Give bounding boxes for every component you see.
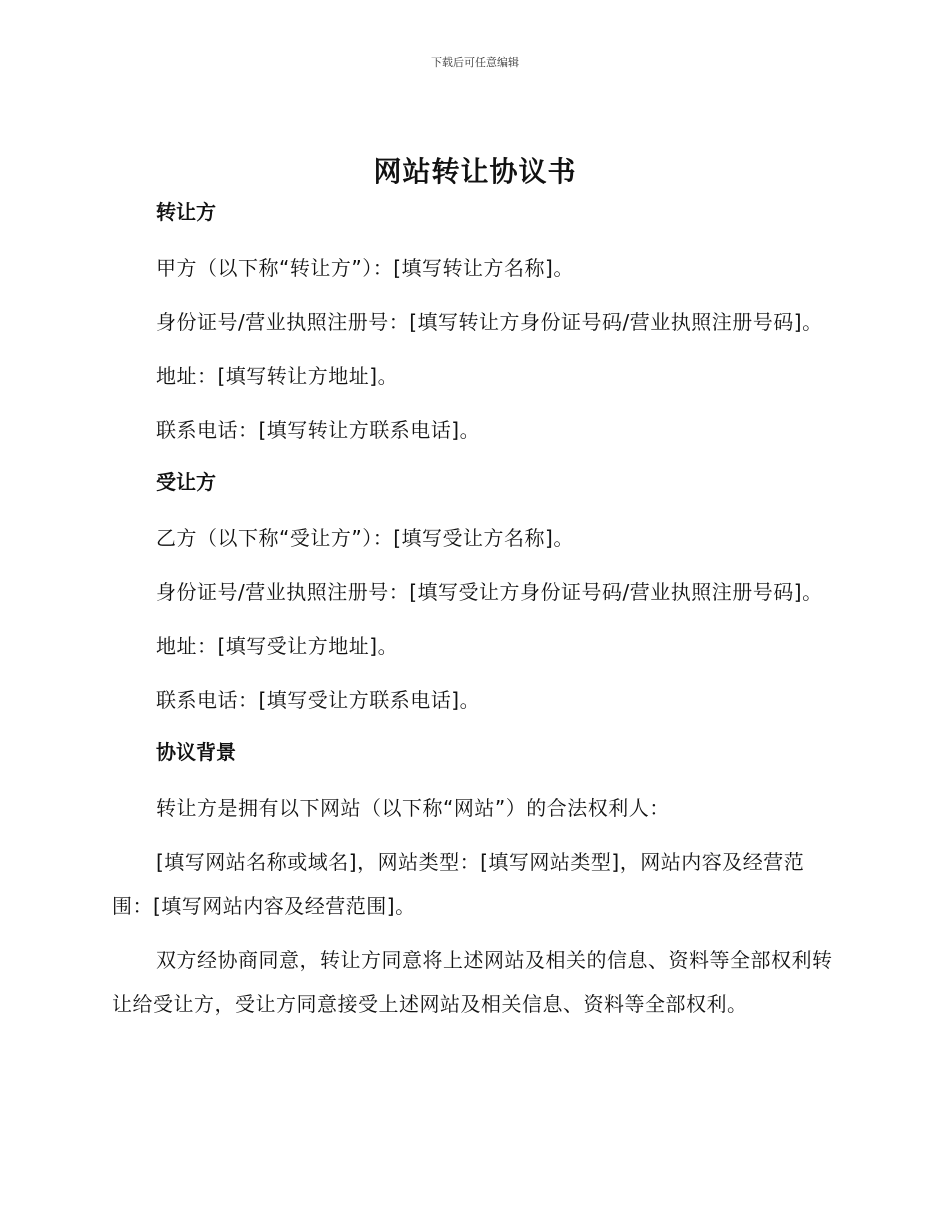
transferee-phone: 联系电话：[填写受让方联系电话]。 — [156, 688, 481, 712]
transferee-id-number: 身份证号/营业执照注册号：[填写受让方身份证号码/营业执照注册号码]。 — [156, 580, 823, 604]
background-agreement: 双方经协商同意，转让方同意将上述网站及相关的信息、资料等全部权利转让给受让方，受让方同意接受上述网站及相关信息、资料等全部权利。 — [112, 948, 833, 1016]
section-heading-background: 协议背景 — [156, 740, 236, 764]
page-header: 下载后可任意编辑 — [431, 56, 519, 69]
section-heading-transferee: 受让方 — [156, 470, 216, 494]
transferee-party-b: 乙方（以下称“受让方”）：[填写受让方名称]。 — [156, 526, 574, 550]
transferor-address: 地址：[填写转让方地址]。 — [156, 364, 399, 388]
transferor-party-a: 甲方（以下称“转让方”）：[填写转让方名称]。 — [156, 256, 574, 280]
document-body — [112, 192, 844, 1036]
transferee-address: 地址：[填写受让方地址]。 — [156, 634, 399, 658]
section-heading-transferor: 转让方 — [156, 200, 216, 224]
document-title: 网站转让协议书 — [373, 155, 577, 188]
transferor-phone: 联系电话：[填写转让方联系电话]。 — [156, 418, 481, 442]
transferor-id-number: 身份证号/营业执照注册号：[填写转让方身份证号码/营业执照注册号码]。 — [156, 310, 823, 334]
background-intro: 转让方是拥有以下网站（以下称“网站”）的合法权利人： — [156, 796, 670, 820]
background-website-info: [填写网站名称或域名]，网站类型：[填写网站类型]，网站内容及经营范围：[填写网站内容及经营范围]。 — [112, 850, 805, 918]
